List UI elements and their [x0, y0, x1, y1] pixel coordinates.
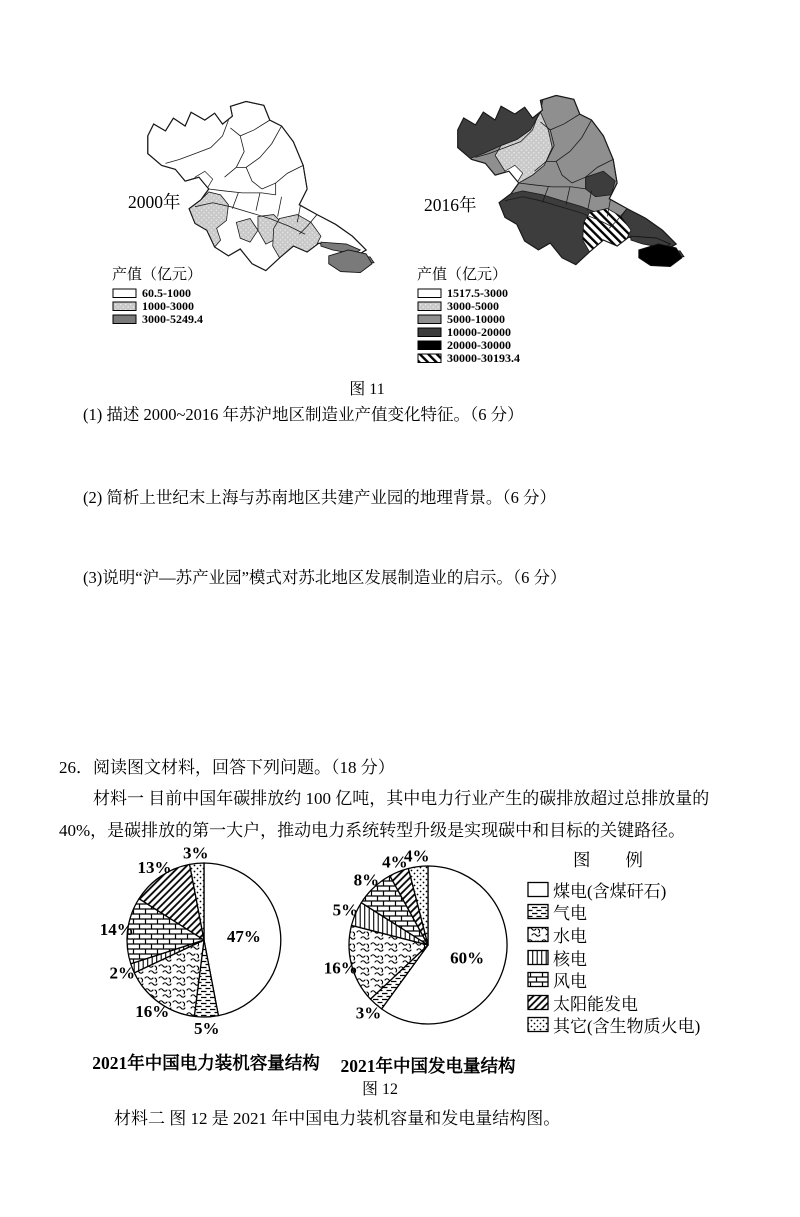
- pie-legend-label: 水电: [553, 926, 587, 946]
- legend-swatch-icon: [112, 288, 138, 299]
- map-2000: [134, 98, 376, 278]
- pie-value-label: 13%: [137, 858, 172, 878]
- legend-swatch-icon: [417, 340, 443, 351]
- map-2016-legend-items: [417, 287, 520, 365]
- legend-range-label: 3000-5000: [447, 299, 499, 313]
- pie-legend-items: [527, 878, 767, 1036]
- map-legend-item: [417, 352, 520, 365]
- pie-legend-item: [527, 1014, 767, 1037]
- dots-swatch-icon: [527, 1016, 550, 1033]
- pie-legend-label: 核电: [553, 949, 587, 969]
- pie-legend-label: 其它(含生物质火电): [553, 1017, 701, 1037]
- chart-title-installed-capacity: 2021年中国电力装机容量结构: [92, 1053, 320, 1073]
- pie-value-label: 4%: [403, 846, 430, 866]
- pie-value-label: 16%: [135, 1002, 170, 1022]
- figure-11-caption: 图 11: [349, 381, 385, 398]
- legend-swatch-icon: [417, 314, 443, 325]
- pie-value-label: 16%: [323, 958, 358, 978]
- question-1: (1) 描述 2000~2016 年苏沪地区制造业产值变化特征。（6 分）: [83, 405, 524, 424]
- map-2000-legend-items: [112, 287, 203, 326]
- figure-12-caption: 图 12: [361, 1081, 398, 1098]
- pie-legend-item: [527, 878, 767, 901]
- vertical-lines-swatch-icon: [527, 949, 550, 966]
- legend-range-label: 30000-30193.4: [447, 351, 520, 365]
- pie-value-label: 5%: [194, 1019, 220, 1038]
- legend-range-label: 5000-10000: [447, 312, 505, 326]
- bricks-swatch-icon: [527, 971, 550, 988]
- chart-title-generation: 2021年中国发电量结构: [340, 1056, 516, 1076]
- material-1-text: 材料一 目前中国年碳排放约 100 亿吨，其中电力行业产生的碳排放超过总排放量的 40%，是碳排放的第一大户，推动电力系统转型升级是实现碳中和目标的关键路径。: [59, 789, 710, 840]
- map-2016-legend: [417, 263, 520, 365]
- legend-swatch-icon: [417, 327, 443, 338]
- question-3: (3)说明“沪—苏产业园”模式对苏北地区发展制造业的启示。（6 分）: [83, 568, 567, 587]
- map-2000-legend: [112, 263, 203, 326]
- pie-legend-title: 图 例: [573, 850, 643, 870]
- pie-legend-item: [527, 968, 767, 991]
- legend-range-label: 3000-5249.4: [142, 312, 203, 326]
- legend-swatch-icon: [417, 353, 443, 364]
- legend-range-label: 10000-20000: [447, 325, 511, 339]
- pie-chart-generation: [314, 845, 544, 1045]
- pie-legend: [527, 847, 767, 1036]
- map-2000-legend-title: 产值（亿元）: [112, 267, 203, 283]
- map-2000-year-label: 2000年: [128, 192, 181, 212]
- map-region-shanghai: [639, 244, 682, 267]
- squiggles-swatch-icon: [527, 926, 550, 943]
- pie-legend-item: [527, 946, 767, 969]
- pie-value-label: 47%: [226, 927, 261, 947]
- legend-swatch-icon: [417, 301, 443, 312]
- legend-range-label: 1000-3000: [142, 299, 194, 313]
- legend-range-label: 60.5-1000: [142, 286, 191, 300]
- legend-swatch-icon: [112, 301, 138, 312]
- pie-value-label: 2%: [109, 963, 135, 983]
- pie-value-label: 3%: [182, 843, 209, 863]
- pie-value-label: 60%: [450, 948, 485, 968]
- question-26-stem: 26．阅读图文材料，回答下列问题。（18 分）: [59, 758, 395, 777]
- pie-legend-item: [527, 923, 767, 946]
- map-2016-year-label: 2016年: [424, 195, 477, 215]
- pie-legend-item: [527, 991, 767, 1014]
- horizontal-dashes-swatch-icon: [527, 903, 550, 920]
- legend-swatch-icon: [112, 314, 138, 325]
- legend-range-label: 20000-30000: [447, 338, 511, 352]
- pie-legend-label: 太阳能发电: [553, 994, 638, 1014]
- map-2016-legend-title: 产值（亿元）: [417, 267, 508, 283]
- diagonal-stripes-swatch-icon: [527, 994, 550, 1011]
- material-2-text: 材料二 图 12 是 2021 年中国电力装机容量和发电量结构图。: [114, 1109, 561, 1128]
- question-2: (2) 简析上世纪末上海与苏南地区共建产业园的地理背景。（6 分）: [83, 488, 556, 507]
- pie-legend-label: 气电: [553, 904, 587, 924]
- pie-value-label: 5%: [332, 900, 359, 920]
- map-legend-item: [112, 313, 203, 326]
- pie-value-label: 3%: [355, 1003, 382, 1023]
- pie-value-label: 14%: [99, 920, 134, 939]
- map-2016: [444, 92, 686, 272]
- pie-legend-label: 煤电(含煤矸石): [553, 881, 667, 901]
- pie-chart-installed-capacity: [88, 843, 324, 1043]
- pie-value-label: 4%: [382, 852, 408, 872]
- legend-swatch-icon: [417, 288, 443, 299]
- pie-value-label: 8%: [353, 870, 380, 890]
- pie-legend-label: 风电: [553, 972, 587, 992]
- legend-range-label: 1517.5-3000: [447, 286, 508, 300]
- plain-white-swatch-icon: [527, 881, 550, 898]
- pie-legend-item: [527, 901, 767, 924]
- map-region-shanghai: [329, 250, 372, 273]
